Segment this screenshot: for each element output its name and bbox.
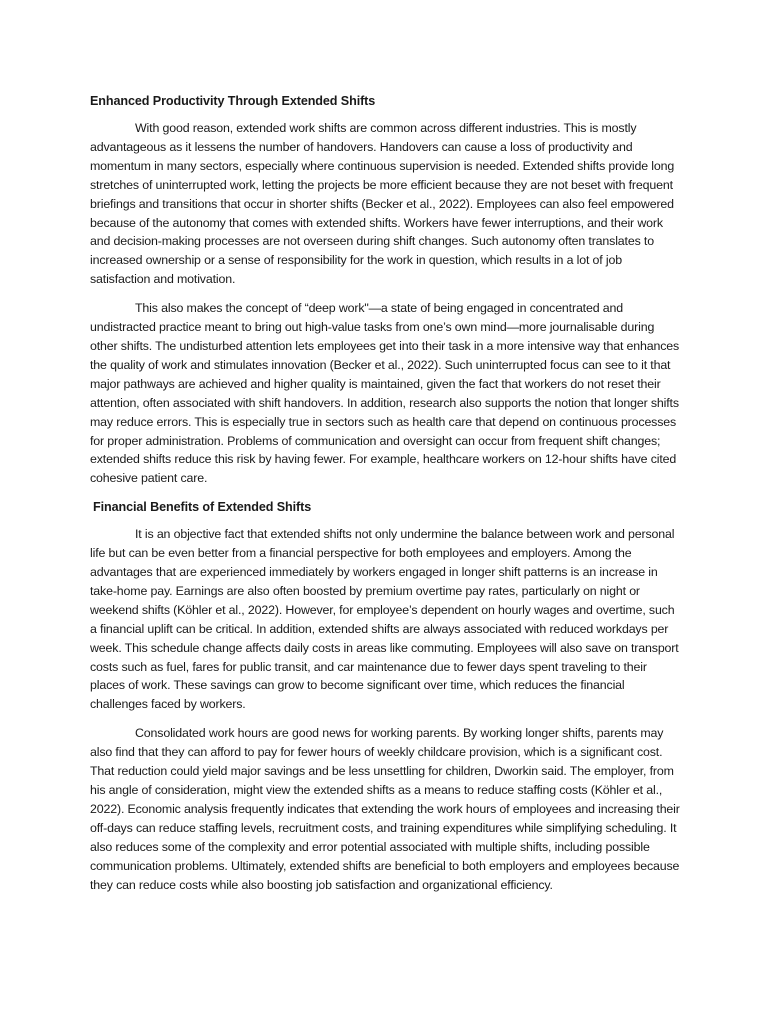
document-page [90,92,680,902]
paragraph-financial-1: It is an objective fact that extended shifts not only undermine the balance between work and personal life but can be even better from a financial perspective for both employees and employers. Among the advantages that are experienced immediately by workers engaged in longer shift patterns is an increase in take-home pay. Earnings are also often boosted by premium overtime pay rates, particularly on night or weekend shifts (Köhler et al., 2022). However, for employee’s dependent on hourly wages and overtime, such a financial uplift can be critical. In addition, extended shifts are always associated with reduced workdays per week. This schedule change affects daily costs in areas like commuting. Employees will also save on transport costs such as fuel, fares for public transit, and car maintenance due to fewer days spent traveling to their places of work. These savings can grow to become significant over time, which reduces the financial challenges faced by workers. [90,527,679,712]
paragraph-financial-2: Consolidated work hours are good news for working parents. By working longer shifts, parents may also find that they can afford to pay for fewer hours of weekly childcare provision, which is a significant cost. That reduction could yield major savings and be less unsettling for children, Dworkin said. The employer, from his angle of consideration, might view the extended shifts as a means to reduce staffing costs (Köhler et al., 2022). Economic analysis frequently indicates that extending the work hours of employees and increasing their off-days can reduce staffing levels, recruitment costs, and training expenditures while simplifying scheduling. It also reduces some of the complexity and error potential associated with multiple shifts, including possible communication problems. Ultimately, extended shifts are beneficial to both employers and employees because they can reduce costs while also boosting job satisfaction and organizational efficiency. [90,726,680,892]
paragraph-productivity-2: This also makes the concept of “deep work"—a state of being engaged in concentrated and undistracted practice meant to bring out high-value tasks from one’s own mind—more journalisable during other shifts. The undisturbed attention lets employees get into their task in a more intensive way that enhances the quality of work and stimulates innovation (Becker et al., 2022). Such uninterrupted focus can see to it that major pathways are achieved and higher quality is maintained, given the fact that workers do not reset their attention, often associated with shift handovers. In addition, research also supports the notion that longer shifts may reduce errors. This is especially true in sectors such as health care that depend on continuous processes for proper administration. Problems of communication and oversight can occur from frequent shift changes; extended shifts reduce this risk by having fewer. For example, healthcare workers on 12-hour shifts have cited cohesive patient care. [90,301,680,486]
paragraph-productivity-1: With good reason, extended work shifts are common across different industries. This is mostly advantageous as it lessens the number of handovers. Handovers can cause a loss of productivity and momentum in many sectors, especially where continuous supervision is needed. Extended shifts provide long stretches of uninterrupted work, letting the projects be more efficient because they are not beset with frequent briefings and transitions that occur in shorter shifts (Becker et al., 2022). Employees can also feel empowered because of the autonomy that comes with extended shifts. Workers have fewer interruptions, and their work and decision-making processes are not overseen during shift changes. Such autonomy often translates to increased ownership or a sense of responsibility for the work in question, which results in a lot of job satisfaction and motivation. [90,121,675,287]
section-heading-productivity: Enhanced Productivity Through Extended Shifts [90,94,376,108]
section-heading-financial: Financial Benefits of Extended Shifts [93,500,312,515]
